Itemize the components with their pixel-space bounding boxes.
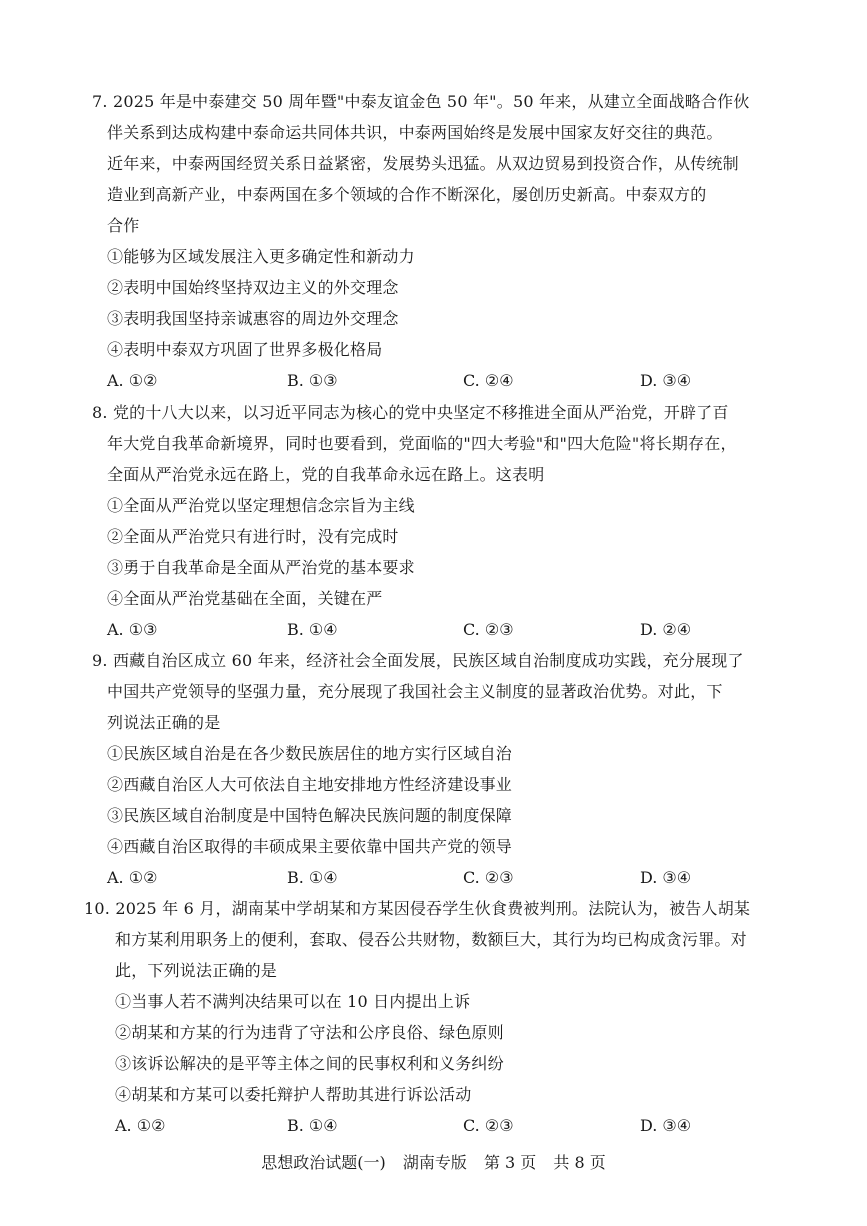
- statement-option: ③勇于自我革命是全面从严治党的基本要求: [107, 558, 415, 577]
- answer-choice-d[interactable]: D. ③④: [640, 371, 692, 390]
- answer-choice-a[interactable]: A. ①②: [115, 1116, 166, 1135]
- answer-choice-c[interactable]: C. ②④: [463, 371, 514, 390]
- statement-option: ②西藏自治区人大可依法自主地安排地方性经济建设事业: [107, 775, 513, 794]
- answer-choice-c[interactable]: C. ②③: [463, 620, 514, 639]
- question-stem-line: 造业到高新产业，中泰两国在多个领域的合作不断深化，屡创历史新高。中泰双方的: [107, 185, 707, 204]
- answer-choice-d[interactable]: D. ②④: [640, 620, 692, 639]
- question-stem-line: 近年来，中泰两国经贸关系日益紧密，发展势头迅猛。从双边贸易到投资合作，从传统制: [107, 154, 739, 173]
- answer-choice-c[interactable]: C. ②③: [463, 1116, 514, 1135]
- statement-option: ①全面从严治党以坚定理想信念宗旨为主线: [107, 496, 415, 515]
- answer-choice-d[interactable]: D. ③④: [640, 868, 692, 887]
- answer-choice-a[interactable]: A. ①②: [107, 868, 158, 887]
- question-stem-line: 7. 2025 年是中泰建交 50 周年暨"中泰友谊金色 50 年"。50 年来，从建立全面战略合作伙: [92, 92, 750, 111]
- question-stem-line: 列说法正确的是: [107, 713, 221, 732]
- answer-choice-a[interactable]: A. ①②: [107, 371, 158, 390]
- question-stem-line: 年大党自我革命新境界，同时也要看到，党面临的"四大考验"和"四大危险"将长期存在，: [107, 434, 737, 453]
- answer-choice-b[interactable]: B. ①④: [287, 868, 338, 887]
- statement-option: ②胡某和方某的行为违背了守法和公序良俗、绿色原则: [115, 1023, 504, 1042]
- statement-option: ④表明中泰双方巩固了世界多极化格局: [107, 340, 383, 359]
- question-stem-line: 8. 党的十八大以来，以习近平同志为核心的党中央坚定不移推进全面从严治党，开辟了百: [92, 403, 729, 422]
- footer-subject: 思想政治试题(一): [261, 1153, 386, 1172]
- statement-option: ④西藏自治区取得的丰硕成果主要依靠中国共产党的领导: [107, 837, 513, 856]
- question-stem-line: 伴关系到达成构建中泰命运共同体共识，中泰两国始终是发展中国家友好交往的典范。: [107, 123, 723, 142]
- question-stem-line: 和方某利用职务上的便利，套取、侵吞公共财物，数额巨大，其行为均已构成贪污罪。对: [115, 930, 747, 949]
- answer-choice-d[interactable]: D. ③④: [640, 1116, 692, 1135]
- page-footer: [0, 1153, 867, 1173]
- statement-option: ①民族区域自治是在各少数民族居住的地方实行区域自治: [107, 744, 513, 763]
- answer-choice-b[interactable]: B. ①④: [287, 620, 338, 639]
- footer-page-number: 第 3 页: [483, 1153, 537, 1172]
- statement-option: ③表明我国坚持亲诚惠容的周边外交理念: [107, 309, 399, 328]
- footer-total-pages: 共 8 页: [553, 1153, 606, 1172]
- question-stem-line: 此，下列说法正确的是: [115, 961, 278, 980]
- question-stem-line: 10. 2025 年 6 月，湖南某中学胡某和方某因侵吞学生伙食费被判刑。法院认为，被告人胡某: [84, 899, 751, 918]
- question-stem-line: 中国共产党领导的坚强力量，充分展现了我国社会主义制度的显著政治优势。对此，下: [107, 682, 723, 701]
- question-stem-line: 合作: [107, 216, 140, 235]
- statement-option: ③民族区域自治制度是中国特色解决民族问题的制度保障: [107, 806, 513, 825]
- statement-option: ②表明中国始终坚持双边主义的外交理念: [107, 278, 399, 297]
- answer-choice-b[interactable]: B. ①④: [287, 1116, 338, 1135]
- statement-option: ①当事人若不满判决结果可以在 10 日内提出上诉: [115, 992, 471, 1011]
- statement-option: ①能够为区域发展注入更多确定性和新动力: [107, 247, 415, 266]
- statement-option: ④全面从严治党基础在全面，关键在严: [107, 589, 383, 608]
- footer-edition: 湖南专版: [402, 1153, 467, 1172]
- statement-option: ④胡某和方某可以委托辩护人帮助其进行诉讼活动: [115, 1085, 472, 1104]
- statement-option: ③该诉讼解决的是平等主体之间的民事权利和义务纠纷: [115, 1054, 504, 1073]
- answer-choice-b[interactable]: B. ①③: [287, 371, 338, 390]
- question-stem-line: 全面从严治党永远在路上，党的自我革命永远在路上。这表明: [107, 465, 545, 484]
- answer-choice-a[interactable]: A. ①③: [107, 620, 158, 639]
- answer-choice-c[interactable]: C. ②③: [463, 868, 514, 887]
- question-stem-line: 9. 西藏自治区成立 60 年来，经济社会全面发展，民族区域自治制度成功实践，充分展现了: [92, 651, 744, 670]
- statement-option: ②全面从严治党只有进行时，没有完成时: [107, 527, 399, 546]
